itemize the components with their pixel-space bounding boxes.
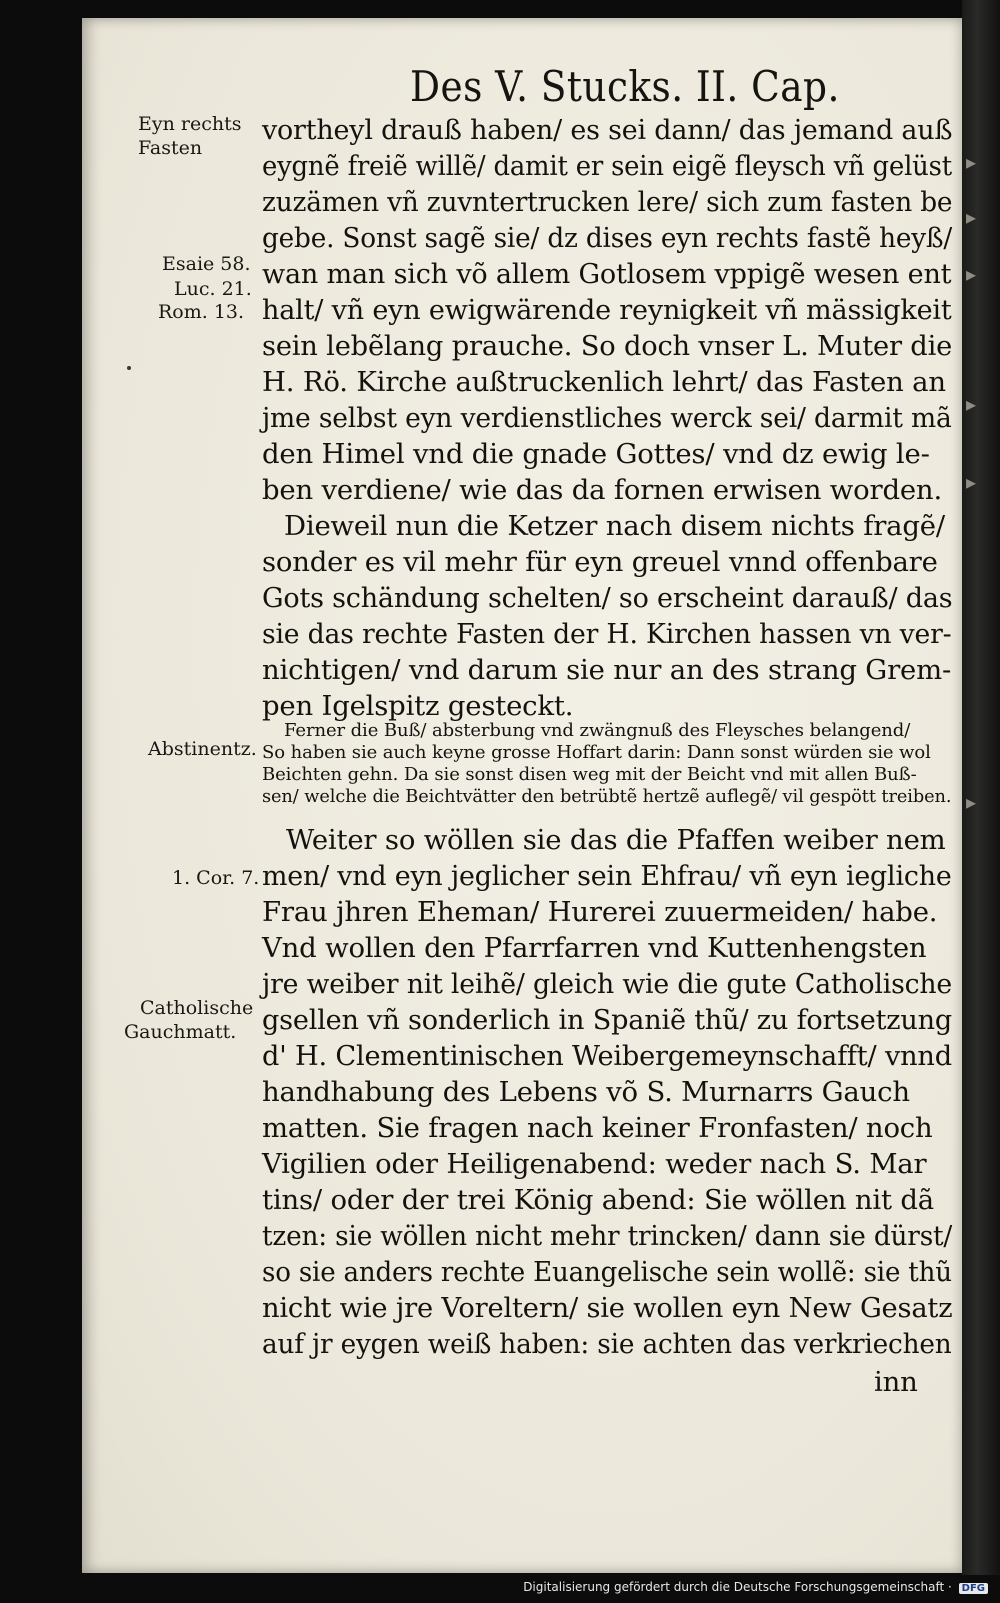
text-line: auf jr eygen weiß haben: sie achten das verkriechen <box>262 1328 952 1360</box>
text-line: H. Rö. Kirche außtruckenlich lehrt/ das Fasten an <box>262 366 946 398</box>
credit-text: Digitalisierung gefördert durch die Deutsche Forschungsgemeinschaft · <box>523 1580 952 1594</box>
catchword: inn <box>874 1366 918 1398</box>
text-line: Vigilien oder Heiligenabend: weder nach S. Mar <box>262 1148 927 1180</box>
marginal-note: Esaie 58. <box>162 253 251 275</box>
text-line: Beichten gehn. Da sie sonst disen weg mit der Beicht vnd mit allen Buß- <box>262 764 917 785</box>
text-line: d' H. Clementinischen Weibergemeynschafft/ vnnd <box>262 1040 952 1072</box>
text-line: wan man sich võ allem Gotlosem vppigẽ wesen ent <box>262 258 952 290</box>
edge-glyph: ▸ <box>966 205 977 229</box>
facing-page-edge <box>962 0 1000 1575</box>
text-line: halt/ vñ eyn ewigwärende reynigkeit vñ mässigkeit <box>262 294 952 326</box>
edge-glyph: ▸ <box>966 790 977 814</box>
edge-glyph: ▸ <box>966 392 977 416</box>
text-line: Frau jhren Eheman/ Hurerei zuuermeiden/ habe. <box>262 896 938 928</box>
text-line: pen Igelspitz gesteckt. <box>262 690 574 722</box>
text-line: tzen: sie wöllen nicht mehr trincken/ dann sie dürst/ <box>262 1220 953 1252</box>
text-line: Dieweil nun die Ketzer nach disem nichts fragẽ/ <box>284 510 945 542</box>
marginal-note: Gauchmatt. <box>124 1021 237 1043</box>
text-line: Vnd wollen den Pfarrfarren vnd Kuttenhengsten <box>262 932 927 964</box>
text-line: sonder es vil mehr für eyn greuel vnnd offenbare <box>262 546 938 578</box>
text-line: ben verdiene/ wie das da fornen erwisen worden. <box>262 474 942 506</box>
text-line: so sie anders rechte Euangelische sein wollẽ: sie thũ <box>262 1256 952 1288</box>
marginal-note: 1. Cor. 7. <box>172 867 260 889</box>
text-line: vortheyl drauß haben/ es sei dann/ das jemand auß <box>262 114 953 146</box>
text-line: Ferner die Buß/ absterbung vnd zwängnuß des Fleysches belangend/ <box>284 720 911 741</box>
text-line: eygnẽ freiẽ willẽ/ damit er sein eigẽ fleysch vñ gelüst <box>262 150 952 182</box>
text-line: sen/ welche die Beichtvätter den betrübtẽ hertzẽ auflegẽ/ vil gespött treiben. <box>262 786 952 807</box>
edge-glyph: ▸ <box>966 262 977 286</box>
text-line: Weiter so wöllen sie das die Pfaffen weiber nem <box>286 824 946 856</box>
edge-glyph: ▸ <box>966 150 977 174</box>
dfg-logo: DFG <box>959 1583 988 1594</box>
text-line: jme selbst eyn verdienstliches werck sei/ darmit mã <box>262 402 952 434</box>
marginal-note: Fasten <box>138 137 203 159</box>
digitization-credit <box>523 1580 988 1594</box>
text-line: men/ vnd eyn jeglicher sein Ehfrau/ vñ eyn iegliche <box>262 860 952 892</box>
marginal-note: Luc. 21. <box>174 278 252 300</box>
text-line: nicht wie jre Voreltern/ sie wollen eyn New Gesatz <box>262 1292 953 1324</box>
marginal-note: Eyn rechts <box>138 113 242 135</box>
text-line: den Himel vnd die gnade Gottes/ vnd dz ewig le- <box>262 438 930 470</box>
marginal-note: Rom. 13. <box>158 301 245 323</box>
marginal-note: Catholische <box>140 997 254 1019</box>
text-line: jre weiber nit leihẽ/ gleich wie die gute Catholische <box>262 968 953 1000</box>
edge-glyph: ▸ <box>966 470 977 494</box>
text-line: sie das rechte Fasten der H. Kirchen hassen vn ver- <box>262 618 952 650</box>
text-line: Gots schändung schelten/ so erscheint darauß/ das <box>262 582 953 614</box>
text-line: nichtigen/ vnd darum sie nur an des strang Grem- <box>262 654 952 686</box>
text-line: gebe. Sonst sagẽ sie/ dz dises eyn rechts fastẽ heyß/ <box>262 222 953 254</box>
running-head: Des V. Stucks. II. Cap. <box>410 62 840 111</box>
text-line: matten. Sie fragen nach keiner Fronfasten/ noch <box>262 1112 933 1144</box>
text-line: gsellen vñ sonderlich in Spaniẽ thũ/ zu fortsetzung <box>262 1004 953 1036</box>
text-line: sein lebẽlang prauche. So doch vnser L. Muter die <box>262 330 953 362</box>
text-line: handhabung des Lebens võ S. Murnarrs Gauch <box>262 1076 910 1108</box>
text-line: tins/ oder der trei König abend: Sie wöllen nit dã <box>262 1184 934 1216</box>
ink-speck <box>127 366 131 370</box>
text-line: zuzämen vñ zuvntertrucken lere/ sich zum fasten be <box>262 186 953 218</box>
text-line: So haben sie auch keyne grosse Hoffart darin: Dann sonst würden sie wol <box>262 742 931 763</box>
marginal-note: Abstinentz. <box>148 738 257 760</box>
